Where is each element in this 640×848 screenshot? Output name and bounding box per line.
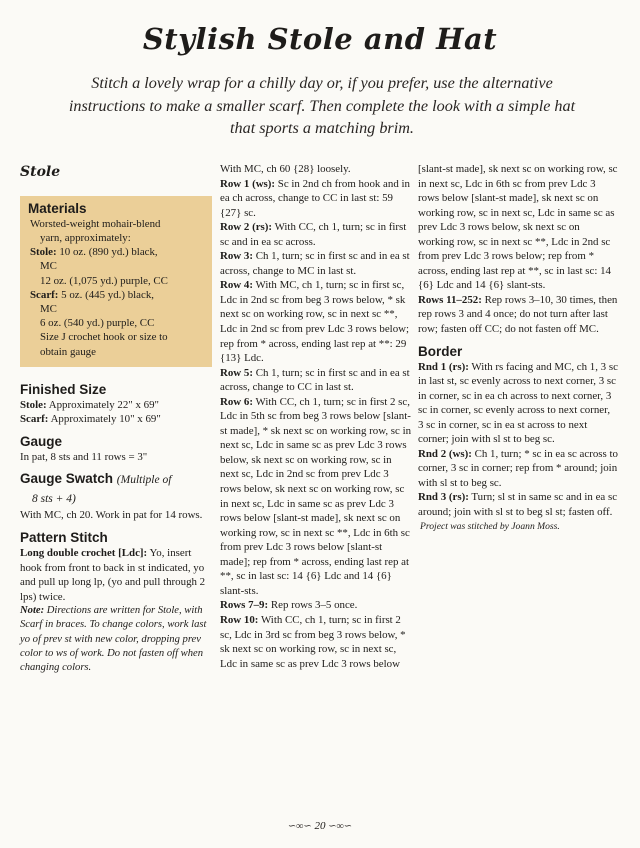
round-text: Ch 1, turn; * sc in ea sc across to corner, 3 sc in corner; rep from * around; join with sl st to beg sc. xyxy=(418,447,618,489)
row-instruction xyxy=(418,293,618,337)
column-2 xyxy=(220,162,412,671)
pattern-stitch-heading: Pattern Stitch xyxy=(20,529,108,545)
gauge-swatch-title: Gauge Swatch xyxy=(20,471,114,487)
note xyxy=(20,604,210,675)
page-number: 20 xyxy=(314,820,326,832)
scarf-label: Scarf: xyxy=(20,413,49,426)
finished-size-stole xyxy=(20,398,210,413)
materials-stole-line xyxy=(28,245,204,259)
round-text: With rs facing and MC, ch 1, 3 sc in last st, sc evenly across to next corner, 3 sc in corner, sc in ea ch across to next corner, 3 sc in corner, sc evenly across to next corner, 3 sc in corner, sc in ea st across to next corner; join with sl st to beg sc. xyxy=(418,360,618,446)
materials-line: MC xyxy=(40,302,57,315)
materials-line: Worsted-weight mohair-blend xyxy=(30,217,161,230)
row-instruction xyxy=(220,249,412,278)
project-credit: Project was stitched by Joann Moss. xyxy=(420,520,560,532)
round-instruction xyxy=(418,490,618,519)
page-title: Stylish Stole and Hat xyxy=(142,22,498,56)
note-text: Directions are written for Stole, with Scarf in braces. To change colors, work last yo of prev st with new color, dropping prev color to ws of work. Do not fasten off when changing colors. xyxy=(20,605,207,673)
gauge-swatch-text: With MC, ch 20. Work in pat for 14 rows. xyxy=(20,509,203,522)
finished-size-scarf xyxy=(20,412,210,427)
stole-yarn: 10 oz. (890 yd.) black, xyxy=(59,246,158,259)
materials-box xyxy=(20,196,212,367)
scarf-label: Scarf: xyxy=(30,288,59,301)
row-label: Row 4: xyxy=(220,279,253,292)
row-instruction xyxy=(220,366,412,395)
row-text: With CC, ch 1, turn; sc in first sc and in ea sc across. xyxy=(220,221,407,248)
finished-size-heading: Finished Size xyxy=(20,381,107,397)
gauge-text: In pat, 8 sts and 11 rows = 3" xyxy=(20,450,148,463)
materials-line: MC xyxy=(40,260,57,273)
materials-line: yarn, approximately: xyxy=(40,231,131,244)
round-label: Rnd 1 (rs): xyxy=(418,360,469,373)
row-text: Rep rows 3–5 once. xyxy=(270,599,358,612)
scarf-yarn: 5 oz. (445 yd.) black, xyxy=(61,288,155,301)
page-folio xyxy=(0,820,640,832)
row-instruction xyxy=(220,598,412,613)
ldc-text: Yo, insert hook from front to back in st indicated, yo and pull up long lp, (yo and pull through 2 lps) twice. xyxy=(20,546,206,603)
section-title-stole: Stole xyxy=(20,164,61,180)
row-label: Row 2 (rs): xyxy=(220,221,273,234)
pattern-stitch-text xyxy=(20,546,210,604)
row-text: Sc in 2nd ch from hook and in ea ch across, change to CC in last st: 59 {27} sc. xyxy=(220,177,410,219)
materials-line: 12 oz. (1,075 yd.) purple, CC xyxy=(40,274,168,287)
column-1 xyxy=(20,162,210,675)
round-instruction xyxy=(418,360,618,447)
row-label: Rows 7–9: xyxy=(220,599,269,612)
materials-line: obtain gauge xyxy=(40,345,96,358)
materials-line: Size J crochet hook or size to xyxy=(40,331,168,344)
row-text: With CC, ch 1, turn; sc in first 2 sc, Ldc in 3rd sc from beg 3 rows below, * sk next sc on working row, sc in next sc, Ldc in same sc as prev Ldc 3 rows below xyxy=(220,613,406,670)
row-text: With MC, ch 1, turn; sc in first sc, Ldc in 2nd sc from beg 3 rows below, * sk next sc on working row, sc in next sc **, Ldc in 2nd sc from prev Ldc 3 rows below; rep from * across, ending last rep at **: 29 {13} Ldc. xyxy=(220,279,410,365)
stole-size: Approximately 22" x 69" xyxy=(48,398,159,411)
left-ornament-icon: ∽∞∽ xyxy=(287,821,312,832)
scarf-size: Approximately 10" x 69" xyxy=(50,413,161,426)
row-text: With CC, ch 1, turn; sc in first 2 sc, Ldc in 5th sc from beg 3 rows below [slant-st made], * sk next sc on working row, sc in next sc, Ldc in same sc as prev Ldc 3 rows below, sk next sc on working row, sc in next sc, Ldc in 2nd sc from prev Ldc 3 rows below, sk next sc on working row, sc in next sc, Ldc in same sc as prev Ldc 3 rows below [slant-st made], sk next sc on working row, sc in next sc **, Ldc in 6th sc from prev Ldc 3 rows below [slant-st made]; rep from * across, ending last rep at **, sc in last sc: 14 {6} Ldc and 14 {6} slant-sts. xyxy=(220,395,412,597)
row-instruction xyxy=(220,395,412,599)
row-label: Row 3: xyxy=(220,250,253,263)
gauge-swatch-multiple: (Multiple of xyxy=(116,474,172,487)
materials-heading: Materials xyxy=(28,200,87,216)
note-label: Note: xyxy=(20,605,45,617)
materials-line: 6 oz. (540 yd.) purple, CC xyxy=(40,317,155,330)
intro-text: Stitch a lovely wrap for a chilly day or, if you prefer, use the alternative instructions to make a smaller scarf. Then complete the look with a simple hat that sports a matching brim. xyxy=(68,74,576,137)
materials-scarf-line xyxy=(28,288,204,302)
round-instruction xyxy=(418,447,618,491)
border-heading: Border xyxy=(418,343,463,359)
chain-instruction: With MC, ch 60 {28} loosely. xyxy=(220,163,351,175)
row-instruction xyxy=(220,220,412,249)
row-text: Ch 1, turn; sc in first sc and in ea st across, change to CC in last st. xyxy=(220,366,410,394)
ldc-label: Long double crochet [Ldc]: xyxy=(20,546,148,559)
gauge-swatch-heading xyxy=(20,470,210,508)
row-text: Ch 1, turn; sc in first sc and in ea st across, change to MC in last st. xyxy=(220,250,410,277)
round-label: Rnd 3 (rs): xyxy=(418,491,469,504)
gauge-heading: Gauge xyxy=(20,433,63,449)
right-ornament-icon: ∽∞∽ xyxy=(328,821,353,832)
row-label: Row 10: xyxy=(220,613,259,626)
row-10-continued: [slant-st made], sk next sc on working row, sc in next sc, Ldc in 6th sc from prev Ldc 3 rows below [slant-st made], sk next sc on working row, sc in next sc, Ldc in same sc as prev Ldc 3 rows below, sk next sc on working row, sc in next sc **, Ldc in 2nd sc from prev Ldc 3 rows below; rep from * across, ending last rep at **, sc in last sc: 14 {6} Ldc and 14 {6} slant-sts. xyxy=(418,163,618,292)
stole-label: Stole: xyxy=(30,246,57,259)
row-text: Rep rows 3–10, 30 times, then rep rows 3 and 4 once; do not turn after last row; fasten off CC; do not fasten off MC. xyxy=(418,293,618,336)
row-label: Row 5: xyxy=(220,366,253,379)
round-text: Turn; sl st in same sc and in ea sc around; join with sl st to beg sl st; fasten off. xyxy=(418,491,618,519)
row-label: Rows 11–252: xyxy=(418,293,482,306)
row-label: Row 6: xyxy=(220,395,253,408)
round-label: Rnd 2 (ws): xyxy=(418,447,472,460)
column-3 xyxy=(418,162,618,534)
stole-label: Stole: xyxy=(20,398,47,411)
row-instruction xyxy=(220,613,412,671)
row-label: Row 1 (ws): xyxy=(220,177,276,190)
row-instruction xyxy=(220,177,412,221)
row-instruction xyxy=(220,278,412,365)
gauge-swatch-multiple-cont: 8 sts + 4) xyxy=(32,493,76,506)
